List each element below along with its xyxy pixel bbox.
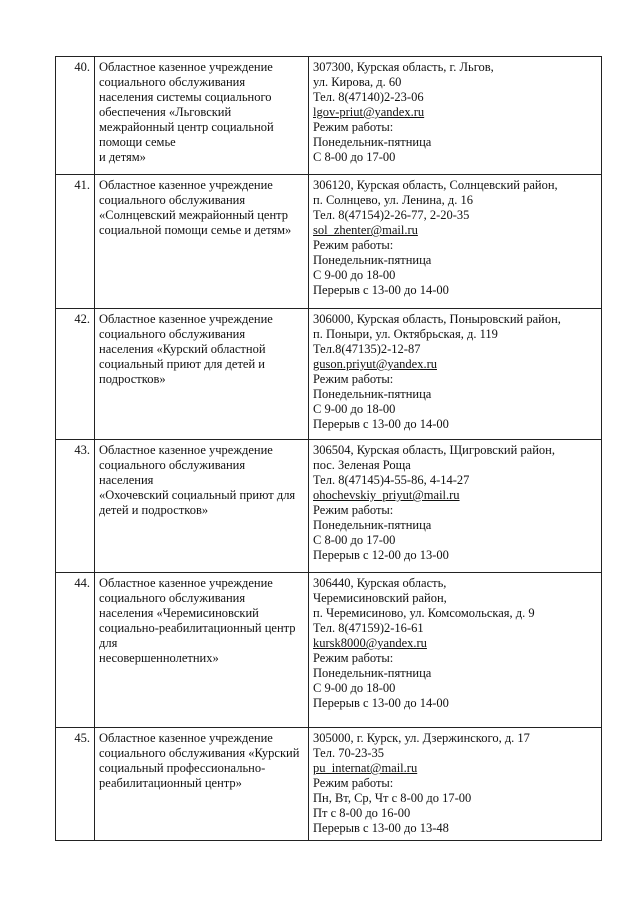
name-line: Областное казенное учреждение	[99, 312, 273, 326]
table-row	[56, 728, 602, 841]
phone-line: Тел. 8(47140)2-23-06	[313, 90, 424, 104]
name-line: населения	[99, 473, 154, 487]
table-row	[56, 573, 602, 728]
schedule-line: С 8-00 до 17-00	[313, 150, 396, 164]
name-line: социального обслуживания	[99, 75, 246, 89]
name-line: детей и подростков»	[99, 503, 209, 517]
address-line: п. Поныри, ул. Октябрьская, д. 119	[313, 327, 498, 341]
email-link[interactable]: lgov-priut@yandex.ru	[313, 105, 425, 119]
name-line: населения системы социального	[99, 90, 272, 104]
schedule-line: Понедельник-пятница	[313, 666, 432, 680]
name-line: «Охочевский социальный приют для	[99, 488, 296, 502]
schedule-line: Понедельник-пятница	[313, 135, 432, 149]
name-line: социального обслуживания	[99, 591, 246, 605]
email-line	[313, 488, 597, 503]
name-line: реабилитационный центр»	[99, 776, 242, 790]
name-line: подростков»	[99, 372, 166, 386]
address-line: 306440, Курская область,	[313, 576, 447, 590]
email-link[interactable]: kursk8000@yandex.ru	[313, 636, 427, 650]
address-line: 306000, Курская область, Поныровский район,	[313, 312, 561, 326]
email-link[interactable]: pu_internat@mail.ru	[313, 761, 418, 775]
schedule-line: Понедельник-пятница	[313, 518, 432, 532]
name-line: социального обслуживания	[99, 458, 246, 472]
email-line	[313, 105, 597, 120]
schedule-line: Режим работы:	[313, 238, 394, 252]
schedule-line: С 9-00 до 18-00	[313, 268, 396, 282]
schedule-line: С 9-00 до 18-00	[313, 402, 396, 416]
schedule-line: С 9-00 до 18-00	[313, 681, 396, 695]
name-line: Областное казенное учреждение	[99, 60, 273, 74]
name-line: социального обслуживания «Курский	[99, 746, 300, 760]
email-line	[313, 761, 597, 776]
table-row	[56, 57, 602, 175]
name-line: населения «Черемисиновский	[99, 606, 259, 620]
contact-info	[309, 175, 602, 309]
name-line: «Солнцевский межрайонный центр	[99, 208, 289, 222]
phone-line: Тел.8(47135)2-12-87	[313, 342, 421, 356]
phone-line: Тел. 70-23-35	[313, 746, 385, 760]
schedule-line: Перерыв с 13-00 до 14-00	[313, 417, 449, 431]
name-line: социально-реабилитационный центр	[99, 621, 296, 635]
address-line: 305000, г. Курск, ул. Дзержинского, д. 17	[313, 731, 530, 745]
schedule-line: Режим работы:	[313, 651, 394, 665]
phone-line: Тел. 8(47159)2-16-61	[313, 621, 424, 635]
institution-name	[95, 309, 309, 440]
table-row	[56, 440, 602, 573]
institution-name	[95, 728, 309, 841]
email-link[interactable]: guson.priyut@yandex.ru	[313, 357, 437, 371]
email-link[interactable]: ohochevskiy_priyut@mail.ru	[313, 488, 460, 502]
table-row	[56, 309, 602, 440]
phone-line: Тел. 8(47154)2-26-77, 2-20-35	[313, 208, 470, 222]
name-line: населения «Курский областной	[99, 342, 266, 356]
schedule-line: Перерыв с 12-00 до 13-00	[313, 548, 449, 562]
schedule-line: Перерыв с 13-00 до 13-48	[313, 821, 449, 835]
name-line: социального обслуживания	[99, 327, 246, 341]
institution-name	[95, 175, 309, 309]
contact-info	[309, 309, 602, 440]
email-link[interactable]: sol_zhenter@mail.ru	[313, 223, 418, 237]
name-line: социальной помощи семье и детям»	[99, 223, 292, 237]
schedule-line: Пн, Вт, Ср, Чт с 8-00 до 17-00	[313, 791, 472, 805]
address-line: Черемисиновский район,	[313, 591, 447, 605]
address-line: 307300, Курская область, г. Льгов,	[313, 60, 494, 74]
name-line: несовершеннолетних»	[99, 651, 219, 665]
address-line: 306120, Курская область, Солнцевский район,	[313, 178, 558, 192]
address-line: п. Черемисиново, ул. Комсомольская, д. 9	[313, 606, 535, 620]
email-line	[313, 357, 597, 372]
contact-info	[309, 440, 602, 573]
email-line	[313, 636, 597, 651]
name-line: социальный приют для детей и	[99, 357, 265, 371]
name-line: Областное казенное учреждение	[99, 576, 273, 590]
schedule-line: Режим работы:	[313, 503, 394, 517]
table-body	[56, 57, 602, 841]
table-row	[56, 175, 602, 309]
name-line: обеспечения «Льговский	[99, 105, 232, 119]
row-number: 41.	[56, 175, 95, 309]
name-line: для	[99, 636, 118, 650]
email-line	[313, 223, 597, 238]
name-line: межрайонный центр социальной	[99, 120, 274, 134]
row-number: 42.	[56, 309, 95, 440]
institution-name	[95, 440, 309, 573]
contact-info	[309, 573, 602, 728]
address-line: п. Солнцево, ул. Ленина, д. 16	[313, 193, 473, 207]
row-number: 40.	[56, 57, 95, 175]
address-line: пос. Зеленая Роща	[313, 458, 411, 472]
phone-line: Тел. 8(47145)4-55-86, 4-14-27	[313, 473, 470, 487]
schedule-line: Понедельник-пятница	[313, 253, 432, 267]
row-number: 45.	[56, 728, 95, 841]
address-line: ул. Кирова, д. 60	[313, 75, 402, 89]
name-line: Областное казенное учреждение	[99, 731, 273, 745]
institution-name	[95, 57, 309, 175]
institutions-table	[55, 56, 602, 841]
name-line: помощи семье	[99, 135, 176, 149]
contact-info	[309, 728, 602, 841]
name-line: социальный профессионально-	[99, 761, 266, 775]
schedule-line: Пт с 8-00 до 16-00	[313, 806, 411, 820]
name-line: социального обслуживания	[99, 193, 246, 207]
row-number: 43.	[56, 440, 95, 573]
name-line: и детям»	[99, 150, 146, 164]
contact-info	[309, 57, 602, 175]
name-line: Областное казенное учреждение	[99, 443, 273, 457]
address-line: 306504, Курская область, Щигровский район,	[313, 443, 555, 457]
schedule-line: Перерыв с 13-00 до 14-00	[313, 696, 449, 710]
schedule-line: Режим работы:	[313, 372, 394, 386]
institution-name	[95, 573, 309, 728]
schedule-line: Перерыв с 13-00 до 14-00	[313, 283, 449, 297]
schedule-line: Понедельник-пятница	[313, 387, 432, 401]
name-line: Областное казенное учреждение	[99, 178, 273, 192]
schedule-line: Режим работы:	[313, 120, 394, 134]
schedule-line: С 8-00 до 17-00	[313, 533, 396, 547]
row-number: 44.	[56, 573, 95, 728]
schedule-line: Режим работы:	[313, 776, 394, 790]
